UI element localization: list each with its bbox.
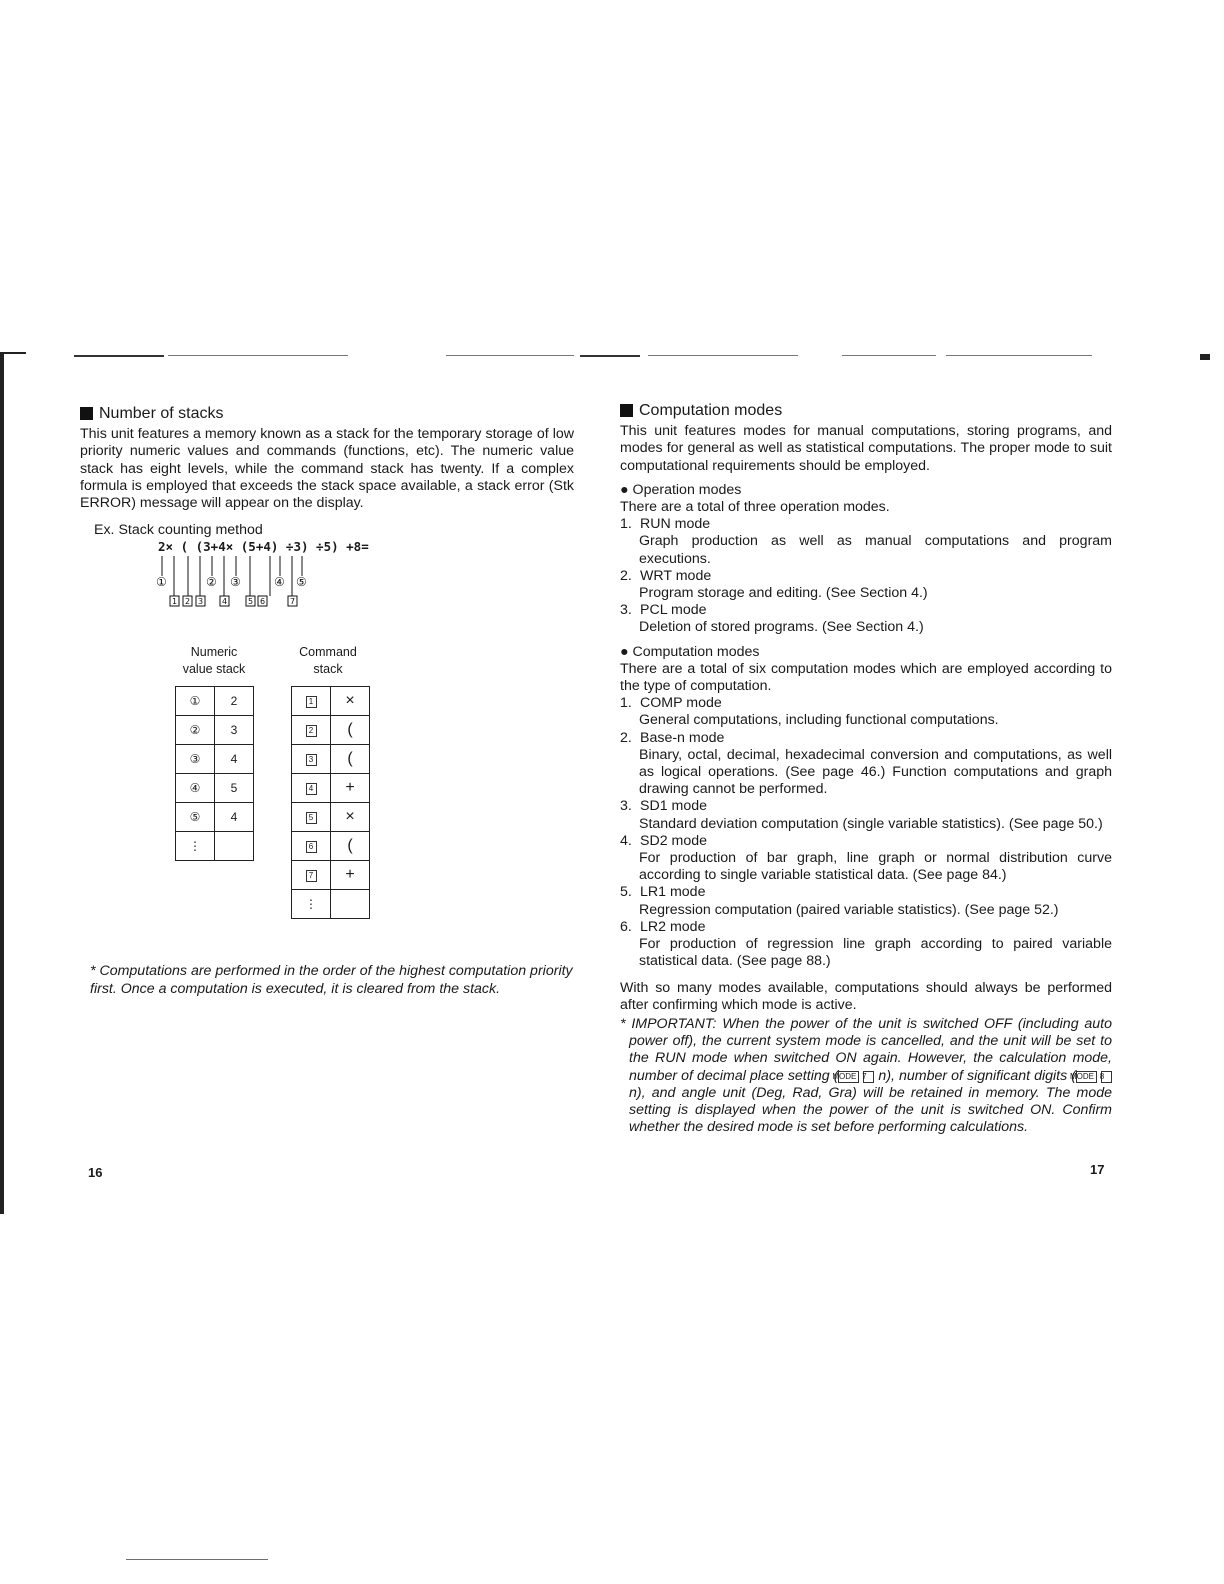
item-number: 1. bbox=[620, 516, 632, 533]
item-number: 3. bbox=[620, 602, 632, 619]
numeric-marker: ② bbox=[206, 575, 217, 589]
table-row bbox=[292, 716, 370, 745]
list-item bbox=[620, 602, 1112, 619]
command-marker: 3 bbox=[198, 597, 204, 606]
example-label: Ex. Stack counting method bbox=[94, 522, 263, 538]
subheading-text: Computation modes bbox=[632, 643, 760, 660]
stack-index: 5 bbox=[306, 812, 317, 824]
item-name: PCL mode bbox=[640, 602, 707, 619]
table-row bbox=[292, 861, 370, 890]
stack-index: ⑤ bbox=[176, 803, 215, 832]
item-description: Standard deviation computation (single variable statistics). (See page 50.) bbox=[639, 815, 1103, 832]
table-row bbox=[176, 716, 254, 745]
stack-arrows-diagram bbox=[150, 552, 320, 610]
footnote: * Computations are performed in the order of the highest computation priority first. Once a computation is executed, it is cleared from the stack. bbox=[90, 963, 573, 997]
item-description: Regression computation (paired variable statistics). (See page 52.) bbox=[639, 901, 1059, 918]
item-name: RUN mode bbox=[640, 516, 711, 533]
table-row bbox=[176, 745, 254, 774]
intro-paragraph: This unit features a memory known as a stack for the temporary storage of low priority numeric values and commands (functions, etc). The numeric value stack has eight levels, while the command stack has twenty. If a complex formula is employed that exceeds the stack space available, a stack error (Stk ERROR) message will appear on the display. bbox=[80, 426, 574, 512]
command-stack-table bbox=[291, 686, 370, 919]
key-7-icon: 7 bbox=[863, 1071, 874, 1083]
stack-index: 1 bbox=[306, 696, 317, 708]
binding-edge-top bbox=[0, 352, 26, 354]
square-bullet-icon bbox=[80, 407, 93, 420]
item-description: For production of bar graph, line graph or normal distribution curve according to single variable statistical data. (See page 84.) bbox=[639, 850, 1112, 884]
subheading bbox=[620, 644, 1112, 661]
item-number: 4. bbox=[620, 832, 632, 849]
page-number: 17 bbox=[1090, 1162, 1105, 1177]
stack-value: ( bbox=[331, 832, 370, 861]
dot-bullet-icon: ● bbox=[620, 643, 629, 660]
numeric-marker: ③ bbox=[230, 575, 241, 589]
numeric-marker: ④ bbox=[274, 575, 285, 589]
table-row bbox=[292, 803, 370, 832]
section-heading bbox=[80, 405, 574, 422]
item-description: Deletion of stored programs. (See Section 4.) bbox=[639, 619, 924, 636]
item-number: 6. bbox=[620, 918, 632, 935]
heading-text: Number of stacks bbox=[99, 405, 224, 422]
command-stack-header: Command stack bbox=[299, 645, 357, 676]
table-row bbox=[176, 832, 254, 861]
item-description: For production of regression line graph according to paired variable statistical data. (See page 88.) bbox=[639, 936, 1112, 970]
stack-index: ② bbox=[176, 716, 215, 745]
item-name: Base-n mode bbox=[640, 729, 725, 746]
item-number: 3. bbox=[620, 798, 632, 815]
table-row bbox=[292, 745, 370, 774]
item-number: 1. bbox=[620, 695, 632, 712]
table-row bbox=[292, 890, 370, 919]
table-row bbox=[176, 803, 254, 832]
square-bullet-icon bbox=[620, 404, 633, 417]
stack-index: ⋮ bbox=[176, 832, 215, 861]
top-rule bbox=[946, 355, 1092, 356]
stack-index: 6 bbox=[306, 841, 317, 853]
item-name: WRT mode bbox=[640, 567, 712, 584]
stack-value: + bbox=[331, 774, 370, 803]
intro-paragraph: This unit features modes for manual computations, storing programs, and modes for general as well as statistical computations. The proper mode to suit computational requirements should be employed. bbox=[620, 423, 1112, 474]
stack-value: 4 bbox=[215, 803, 254, 832]
subheading-text: Operation modes bbox=[632, 481, 742, 498]
stack-value: ( bbox=[331, 745, 370, 774]
stack-value: × bbox=[331, 687, 370, 716]
dot-bullet-icon: ● bbox=[620, 481, 629, 498]
item-number: 2. bbox=[620, 567, 632, 584]
table-row bbox=[176, 687, 254, 716]
stack-index: ⋮ bbox=[292, 890, 331, 919]
command-marker: 6 bbox=[260, 597, 266, 606]
binding-edge bbox=[0, 352, 4, 1214]
stack-value: 2 bbox=[215, 687, 254, 716]
stack-index: 3 bbox=[306, 754, 317, 766]
important-note: * IMPORTANT: When the power of the unit is switched OFF (including auto power off), the current system mode is cancelled, and the unit will be set to the RUN mode when switched ON again. However, the calculation mode, number of decimal place setting (MODE 7 n), number of significant digits (MODE 8 n), and angle unit (Deg, Rad, Gra) will be retained in memory. The mode setting is displayed when the power of the unit is switched ON. Confirm whether the desired mode is set before performing calculations. bbox=[620, 1015, 1112, 1136]
page-edge-mark bbox=[1200, 354, 1210, 360]
command-marker: 2 bbox=[185, 597, 191, 606]
item-name: COMP mode bbox=[640, 695, 722, 712]
numeric-stack-header: Numeric value stack bbox=[182, 645, 246, 676]
item-description: Program storage and editing. (See Section 4.) bbox=[639, 585, 928, 602]
item-name: LR2 mode bbox=[640, 918, 706, 935]
closing-paragraph: With so many modes available, computations should always be performed after confirming which mode is active. bbox=[620, 979, 1112, 1013]
example-formula: 2× ( (3+4× (5+4) ÷3) ÷5) +8= bbox=[158, 539, 369, 554]
stack-index: 4 bbox=[306, 783, 317, 795]
table-row bbox=[292, 687, 370, 716]
stack-value: × bbox=[331, 803, 370, 832]
stack-index: ① bbox=[176, 687, 215, 716]
top-rule bbox=[446, 355, 574, 356]
list-item bbox=[620, 919, 1112, 936]
item-description: Binary, octal, decimal, hexadecimal conversion and computations, as well as logical operations. (See page 46.) Function computations and graph drawing cannot be performed. bbox=[639, 746, 1112, 798]
section-heading bbox=[620, 402, 1112, 419]
key-8-icon: 8 bbox=[1101, 1071, 1112, 1083]
subheading bbox=[620, 482, 1112, 499]
heading-text: Computation modes bbox=[639, 402, 783, 419]
stack-value: + bbox=[331, 861, 370, 890]
page-number: 16 bbox=[88, 1165, 103, 1180]
mode-key-icon: MODE bbox=[838, 1071, 859, 1083]
command-marker: 5 bbox=[248, 597, 254, 606]
stack-value: 4 bbox=[215, 745, 254, 774]
stack-index: 7 bbox=[306, 870, 317, 882]
stack-index: ④ bbox=[176, 774, 215, 803]
table-row bbox=[176, 774, 254, 803]
top-rule bbox=[842, 355, 936, 356]
numeric-marker: ① bbox=[156, 575, 167, 589]
item-name: LR1 mode bbox=[640, 884, 706, 901]
list-item bbox=[620, 568, 1112, 585]
item-number: 5. bbox=[620, 884, 632, 901]
mode-key-icon: MODE bbox=[1076, 1071, 1097, 1083]
top-rule bbox=[580, 355, 640, 357]
paragraph: There are a total of three operation modes. bbox=[620, 499, 890, 516]
stack-value: ( bbox=[331, 716, 370, 745]
list-item bbox=[620, 695, 1112, 712]
paragraph: There are a total of six computation modes which are employed according to the type of computation. bbox=[620, 660, 1112, 695]
stack-value bbox=[331, 890, 370, 919]
list-item bbox=[620, 833, 1112, 850]
stack-value: 3 bbox=[215, 716, 254, 745]
item-name: SD2 mode bbox=[640, 832, 708, 849]
command-marker: 7 bbox=[290, 597, 296, 606]
list-item bbox=[620, 516, 1112, 533]
stack-index: ③ bbox=[176, 745, 215, 774]
item-number: 2. bbox=[620, 729, 632, 746]
bottom-underline bbox=[126, 1559, 268, 1560]
numeric-marker: ⑤ bbox=[296, 575, 307, 589]
list-item bbox=[620, 730, 1112, 747]
item-description: General computations, including functional computations. bbox=[639, 712, 999, 729]
item-description: Graph production as well as manual computations and program executions. bbox=[639, 533, 1112, 567]
top-rule bbox=[648, 355, 798, 356]
command-marker: 4 bbox=[222, 597, 228, 606]
item-name: SD1 mode bbox=[640, 798, 708, 815]
top-rule bbox=[74, 355, 164, 357]
numeric-stack-table bbox=[175, 686, 254, 861]
right-page bbox=[620, 402, 1112, 1136]
stack-index: 2 bbox=[306, 725, 317, 737]
stack-value: 5 bbox=[215, 774, 254, 803]
top-rule bbox=[168, 355, 348, 356]
list-item bbox=[620, 798, 1112, 815]
left-page bbox=[80, 405, 574, 512]
table-row bbox=[292, 832, 370, 861]
command-marker: 1 bbox=[172, 597, 178, 606]
table-row bbox=[292, 774, 370, 803]
list-item bbox=[620, 884, 1112, 901]
stack-value bbox=[215, 832, 254, 861]
